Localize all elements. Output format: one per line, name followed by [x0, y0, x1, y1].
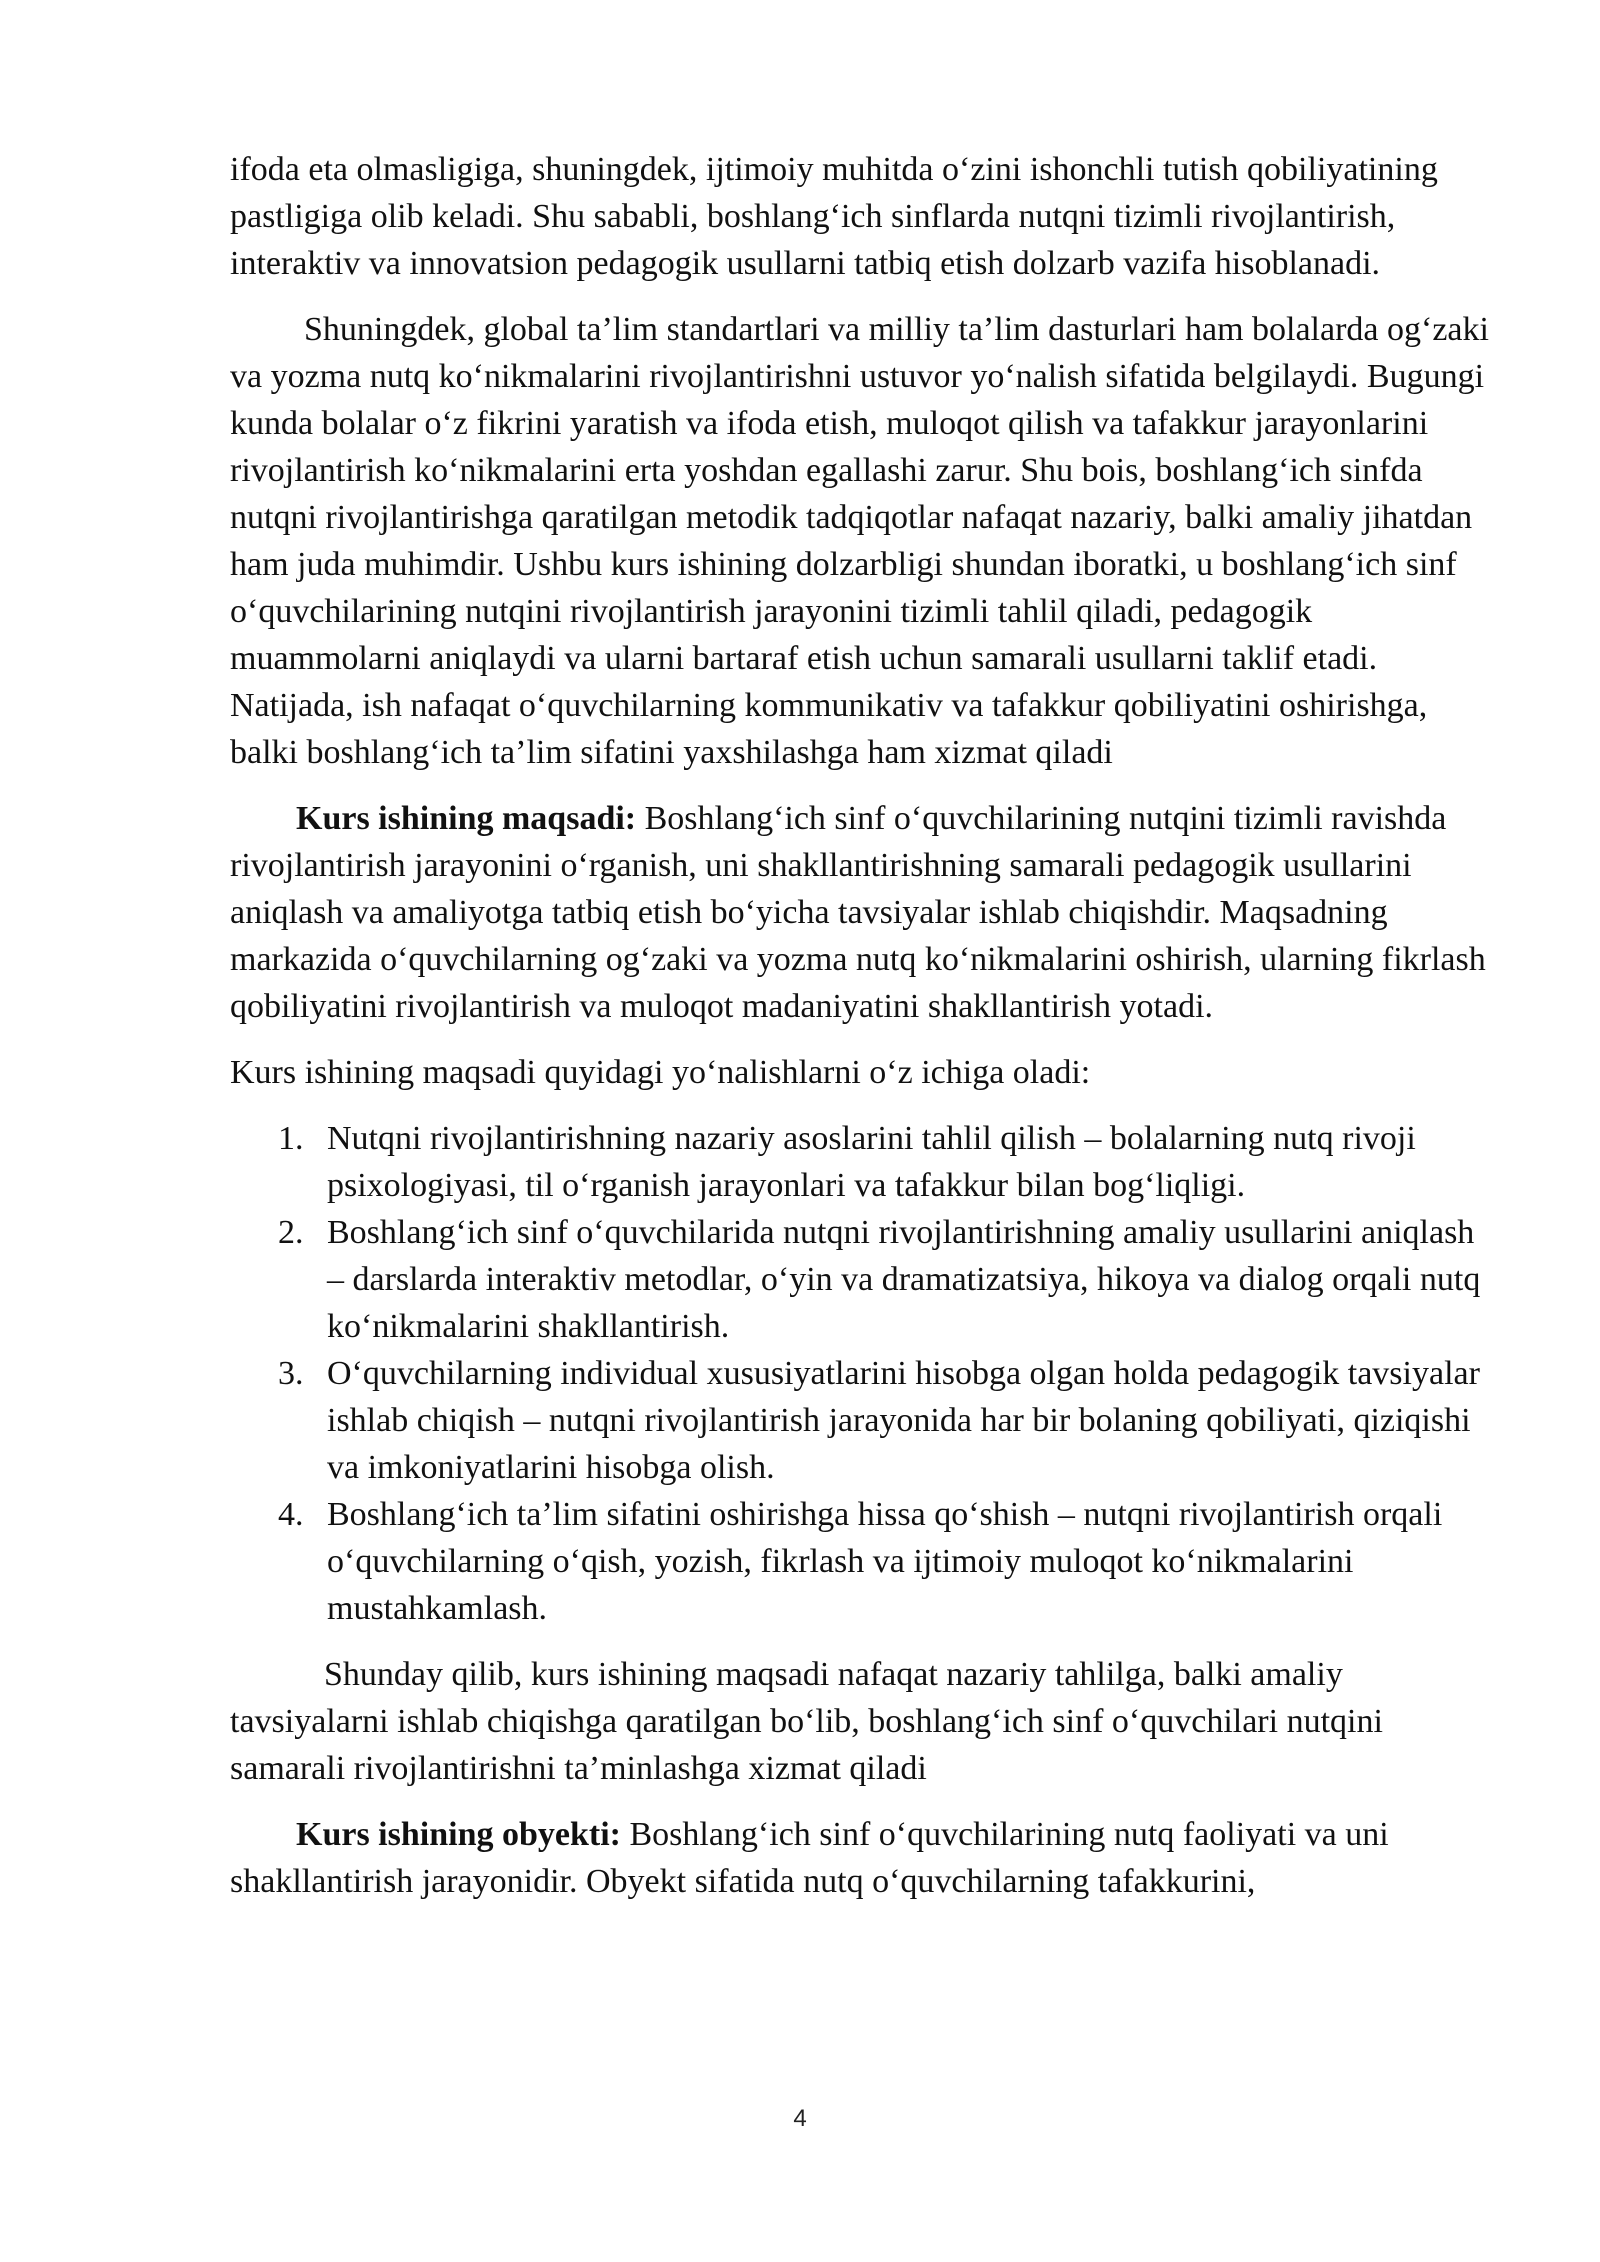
- page-body: [230, 146, 1490, 1924]
- paragraph-conclusion: Shunday qilib, kurs ishining maqsadi nafaqat nazariy tahlilga, balki amaliy tavsiyalarni ishlab chiqishga qaratilgan bo‘lib, boshlang‘ich sinf o‘quvchilari nutqini samarali rivojlantirishni ta’minlashga xizmat qiladi: [230, 1656, 1383, 1787]
- list-item-text: Boshlang‘ich ta’lim sifatini oshirishga hissa qo‘shish – nutqni rivojlantirish orqali o‘quvchilarning o‘qish, yozish, fikrlash va ijtimoiy muloqot ko‘nikmalarini mustahkamlash.: [327, 1496, 1443, 1627]
- list-item: [230, 1350, 1490, 1491]
- list-item-text: Nutqni rivojlantirishning nazariy asoslarini tahlil qilish – bolalarning nutq rivoji psixologiyasi, til o‘rganish jarayonlari va tafakkur bilan bog‘liqligi.: [327, 1120, 1416, 1204]
- list-item: [230, 1209, 1490, 1350]
- aim-heading: Kurs ishining maqsadi:: [296, 800, 637, 837]
- paragraph-intro-continuation: ifoda eta olmasligiga, shuningdek, ijtimoiy muhitda o‘zini ishonchli tutish qobiliyatining pastligiga olib keladi. Shu sababli, boshlang‘ich sinflarda nutqni tizimli rivojlantirish, interaktiv va innovatsion pedagogik usullarni tatbiq etish dolzarb vazifa hisoblanadi.: [230, 151, 1438, 282]
- list-item-number: 4.: [278, 1496, 304, 1533]
- paragraph-list-intro: Kurs ishining maqsadi quyidagi yo‘nalishlarni o‘z ichiga oladi:: [230, 1054, 1091, 1091]
- list-item-number: 2.: [278, 1214, 304, 1251]
- object-heading: Kurs ishining obyekti:: [296, 1816, 621, 1853]
- paragraph-aim: [230, 795, 1490, 1030]
- goals-list: [230, 1115, 1490, 1632]
- list-item-number: 3.: [278, 1355, 304, 1392]
- list-item: [230, 1491, 1490, 1632]
- list-item-number: 1.: [278, 1120, 304, 1157]
- paragraph-object: [230, 1811, 1490, 1905]
- list-item-text: O‘quvchilarning individual xususiyatlarini hisobga olgan holda pedagogik tavsiyalar ishlab chiqish – nutqni rivojlantirish jarayonida har bir bolaning qobiliyati, qiziqishi va imkoniyatlarini hisobga olish.: [327, 1355, 1480, 1486]
- list-item: [230, 1115, 1490, 1209]
- object-text: Boshlang‘ich sinf o‘quvchilarining nutq faoliyati va uni shakllantirish jarayonidir. Obyekt sifatida nutq o‘quvchilarning tafakkurini,: [230, 1816, 1389, 1900]
- page-number: 4: [793, 2105, 807, 2132]
- paragraph-relevance: Shuningdek, global ta’lim standartlari va milliy ta’lim dasturlari ham bolalarda og‘zaki va yozma nutq ko‘nikmalarini rivojlantirishni ustuvor yo‘nalish sifatida belgilaydi. Bugungi kunda bolalar o‘z fikrini yaratish va ifoda etish, muloqot qilish va tafakkur jarayonlarini rivojlantirish ko‘nikmalarini erta yoshdan egallashi zarur. Shu bois, boshlang‘ich sinfda nutqni rivojlantirishga qaratilgan metodik tadqiqotlar nafaqat nazariy, balki amaliy jihatdan ham juda muhimdir. Ushbu kurs ishining dolzarbligi shundan iboratki, u boshlang‘ich sinf o‘quvchilarining nutqini rivojlantirish jarayonini tizimli tahlil qiladi, pedagogik muammolarni aniqlaydi va ularni bartaraf etish uchun samarali usullarni taklif etadi. Natijada, ish nafaqat o‘quvchilarning kommunikativ va tafakkur qobiliyatini oshirishga, balki boshlang‘ich ta’lim sifatini yaxshilashga ham xizmat qiladi: [230, 311, 1489, 771]
- aim-text: Boshlang‘ich sinf o‘quvchilarining nutqini tizimli ravishda rivojlantirish jarayonini o‘rganish, uni shakllantirishning samarali pedagogik usullarini aniqlash va amaliyotga tatbiq etish bo‘yicha tavsiyalar ishlab chiqishdir. Maqsadning markazida o‘quvchilarning og‘zaki va yozma nutq ko‘nikmalarini oshirish, ularning fikrlash qobiliyatini rivojlantirish va muloqot madaniyatini shakllantirish yotadi.: [230, 800, 1486, 1025]
- list-item-text: Boshlang‘ich sinf o‘quvchilarida nutqni rivojlantirishning amaliy usullarini aniqlash – darslarda interaktiv metodlar, o‘yin va dramatizatsiya, hikoya va dialog orqali nutq ko‘nikmalarini shakllantirish.: [327, 1214, 1481, 1345]
